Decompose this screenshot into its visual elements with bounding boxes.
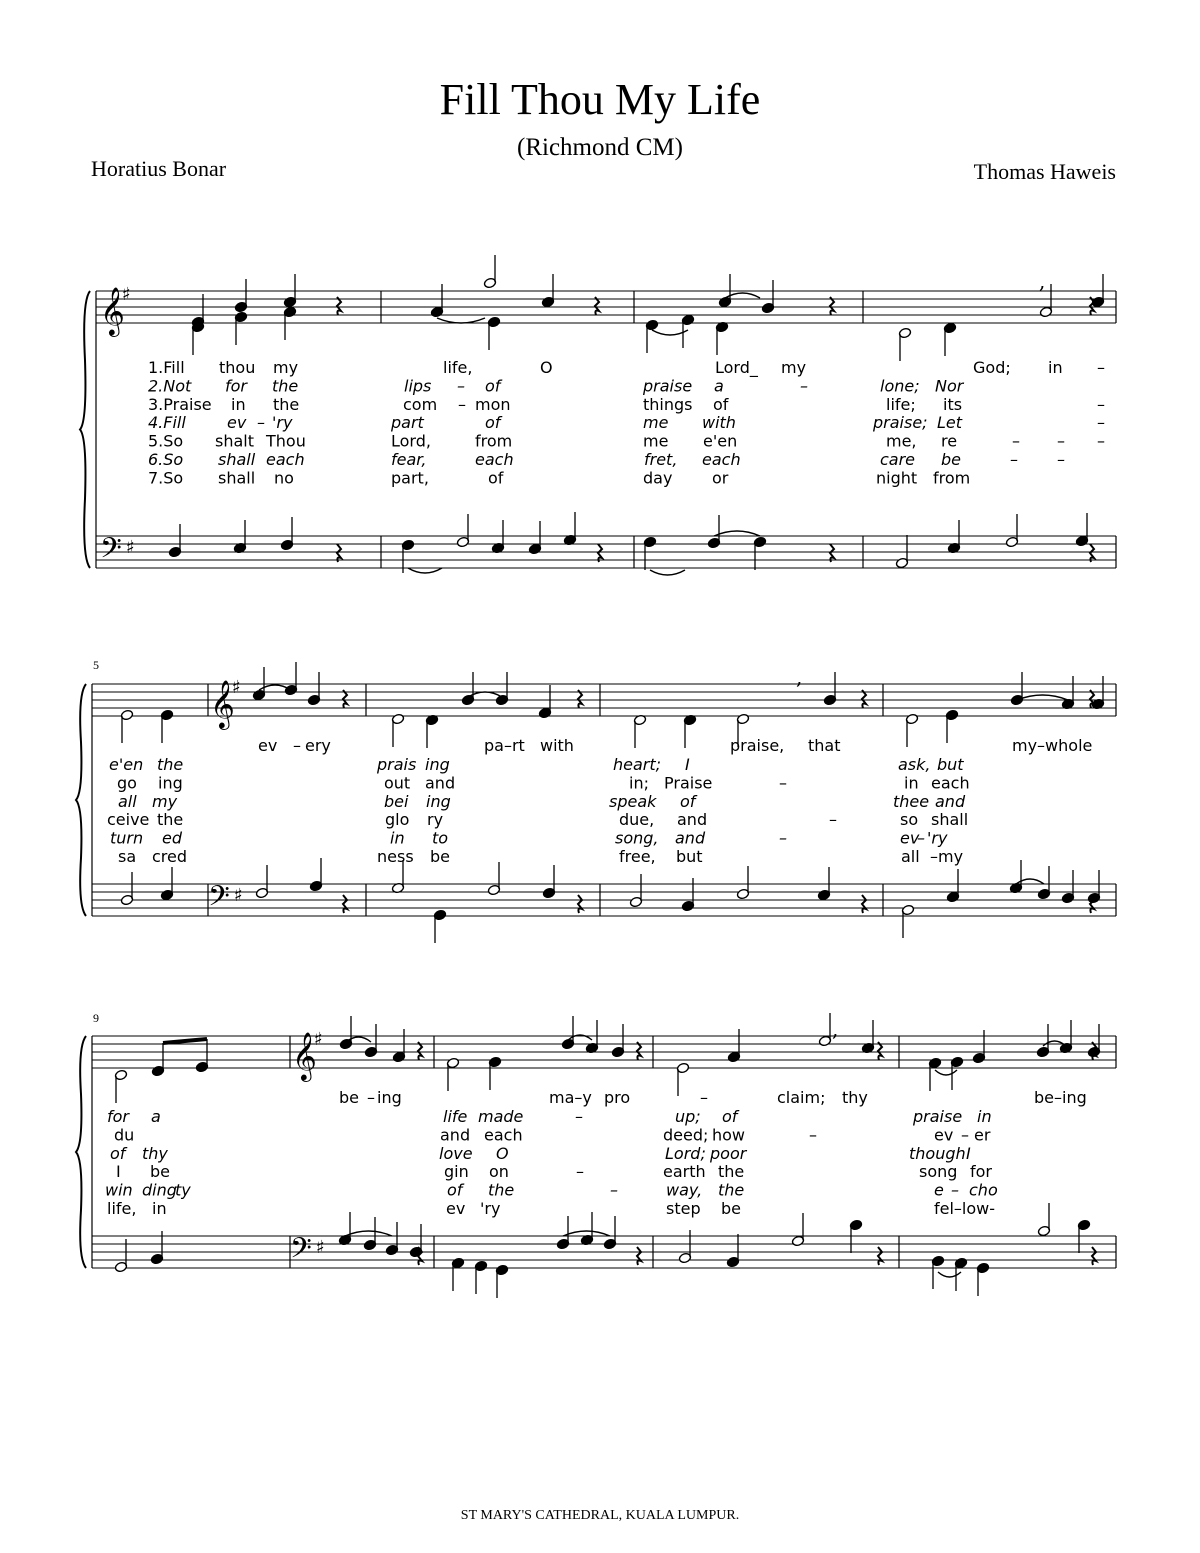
- lyric-syllable: I: [966, 1143, 971, 1163]
- lyric-syllable: in: [977, 1107, 992, 1126]
- lyric-syllable: lips: [404, 376, 432, 396]
- lyric-syllable: praise,: [730, 736, 785, 755]
- lyric-syllable: its: [943, 394, 963, 414]
- lyric-syllable: shalt: [215, 431, 254, 451]
- lyric-syllable: –: [951, 1180, 959, 1200]
- lyric-syllable: earth: [663, 1162, 706, 1182]
- lyric-syllable: 'ry: [927, 828, 948, 848]
- lyric-syllable: night: [876, 468, 918, 488]
- system-brace: [76, 1036, 86, 1268]
- lyric-syllable: of: [713, 394, 729, 414]
- lyric-syllable: pa–rt: [484, 736, 525, 755]
- lyric-syllable: –: [458, 394, 466, 414]
- lyric-syllable: life;: [886, 394, 916, 414]
- lyric-syllable: for: [970, 1162, 992, 1182]
- slur: [714, 531, 760, 536]
- lyric-syllable: each: [931, 773, 970, 793]
- lyric-syllable: ery: [305, 736, 331, 755]
- quarter-rest-icon: [578, 690, 582, 708]
- footer-credit: ST MARY'S CATHEDRAL, KUALA LUMPUR.: [460, 1508, 740, 1523]
- quarter-rest-icon: [578, 895, 582, 913]
- lyric-syllable: part,: [391, 468, 429, 488]
- lyric-syllable: ding: [142, 1180, 177, 1200]
- lyric-syllable: er: [974, 1125, 991, 1145]
- lyric-syllable: thou: [219, 358, 256, 377]
- lyric-syllable: life: [443, 1107, 468, 1126]
- lyric-syllable: O: [540, 358, 553, 377]
- lyric-syllable: me,: [886, 431, 917, 451]
- quarter-rest-icon: [830, 544, 834, 562]
- lyric-syllable: the: [157, 810, 184, 830]
- lyric-syllable: shall: [218, 450, 256, 469]
- lyric-syllable: I: [116, 1162, 121, 1182]
- quarter-rest-icon: [862, 690, 866, 708]
- quarter-rest-icon: [1092, 1247, 1096, 1265]
- breath-mark-icon: ,: [832, 1017, 839, 1041]
- lyric-syllable: but: [676, 847, 703, 866]
- lyric-syllable: so: [900, 810, 919, 830]
- lyric-syllable: lone;: [880, 376, 920, 396]
- lyric-syllable: the: [157, 755, 184, 774]
- lyric-syllable: shall: [931, 810, 969, 830]
- sharp-icon: ♯: [314, 1029, 323, 1050]
- lyric-syllable: each: [484, 1125, 523, 1145]
- quarter-rest-icon: [878, 1247, 882, 1265]
- lyric-syllable: ed: [162, 828, 182, 848]
- lyric-syllable: fel–low-: [934, 1199, 996, 1218]
- sharp-icon: ♯: [316, 1237, 325, 1258]
- lyric-syllable: Thou: [266, 431, 306, 451]
- lyric-syllable: be: [941, 450, 961, 469]
- system-number: 5: [93, 658, 99, 672]
- system-number: 9: [93, 1011, 99, 1025]
- lyric-syllable: –: [1010, 450, 1018, 469]
- lyric-syllable: e'en: [109, 755, 144, 774]
- slur: [437, 318, 485, 323]
- lyric-syllable: –: [1097, 413, 1105, 433]
- quarter-rest-icon: [418, 1042, 422, 1060]
- lyric-syllable: God;: [973, 358, 1011, 377]
- lyric-syllable: and: [440, 1125, 471, 1145]
- lyric-syllable: claim;: [777, 1088, 826, 1107]
- lyric-syllable: though: [909, 1143, 966, 1163]
- lyric-syllable: gin: [444, 1162, 469, 1182]
- quarter-rest-icon: [1090, 297, 1094, 315]
- lyric-syllable: care: [880, 450, 916, 469]
- lyric-syllable: ness: [377, 847, 414, 866]
- lyric-syllable: my: [273, 358, 299, 377]
- lyric-syllable: go: [117, 773, 137, 793]
- lyric-syllable: my: [781, 358, 807, 377]
- lyric-syllable: life,: [107, 1199, 137, 1218]
- lyric-syllable: for: [107, 1107, 129, 1126]
- lyric-syllable: –: [1057, 450, 1065, 469]
- lyric-syllable: cred: [152, 847, 188, 866]
- lyric-syllable: and: [425, 773, 456, 793]
- lyric-syllable: of: [110, 1143, 126, 1163]
- lyric-syllable: in: [1048, 358, 1063, 377]
- lyric-syllable: –: [576, 1162, 584, 1182]
- quarter-rest-icon: [343, 690, 347, 708]
- lyric-syllable: e'en: [703, 431, 738, 451]
- lyric-syllable: –: [1012, 431, 1020, 451]
- lyric-syllable: cho: [969, 1180, 998, 1200]
- lyric-syllable: –: [457, 376, 465, 396]
- quarter-rest-icon: [878, 1042, 882, 1060]
- bass-clef-icon: 𝄢: [290, 1232, 312, 1272]
- lyric-syllable: life,: [443, 358, 473, 377]
- lyric-syllable: du: [114, 1125, 135, 1145]
- lyric-syllable: step: [666, 1199, 701, 1218]
- lyric-syllable: 3.Praise: [148, 394, 212, 414]
- lyric-syllable: ing: [425, 755, 450, 774]
- lyric-syllable: be–ing: [1034, 1088, 1087, 1107]
- lyric-syllable: each: [475, 450, 514, 469]
- lyric-syllable: on: [489, 1162, 509, 1182]
- treble-clef-icon: 𝄞: [210, 679, 235, 728]
- lyric-syllable: speak: [609, 791, 657, 811]
- lyric-syllable: how: [712, 1125, 746, 1145]
- lyric-syllable: deed;: [663, 1125, 709, 1145]
- lyric-syllable: me: [643, 413, 669, 433]
- quarter-rest-icon: [637, 1247, 641, 1265]
- quarter-rest-icon: [343, 895, 347, 913]
- lyric-syllable: ing: [158, 773, 183, 793]
- lyric-syllable: praise;: [873, 413, 928, 433]
- lyric-syllable: way,: [666, 1180, 703, 1200]
- lyric-syllable: –: [809, 1125, 817, 1145]
- lyric-syllable: made: [478, 1107, 524, 1126]
- lyric-syllable: pro: [604, 1088, 631, 1107]
- lyric-syllable: and: [675, 828, 706, 848]
- lyric-syllable: e: [934, 1180, 944, 1200]
- lyric-syllable: praise: [643, 376, 693, 396]
- lyric-syllable: 6.So: [148, 450, 184, 469]
- lyric-syllable: a: [714, 376, 724, 396]
- lyric-syllable: each: [266, 450, 305, 469]
- lyric-syllable: in: [390, 828, 405, 848]
- lyric-syllable: –: [961, 1125, 969, 1145]
- lyric-syllable: the: [272, 376, 299, 396]
- lyric-syllable: to: [432, 828, 449, 848]
- lyric-syllable: –: [779, 828, 787, 848]
- lyric-syllable: out: [384, 773, 411, 793]
- lyric-syllable: re: [941, 431, 958, 451]
- lyric-syllable: poor: [710, 1143, 747, 1163]
- lyric-syllable: the: [273, 394, 300, 414]
- slur: [1017, 695, 1068, 700]
- lyric-syllable: the: [718, 1162, 745, 1182]
- sharp-icon: ♯: [232, 677, 241, 698]
- lyric-syllable: 'ry: [480, 1199, 501, 1218]
- lyric-syllable: the: [718, 1180, 745, 1200]
- lyricist-credit: Horatius Bonar: [91, 156, 227, 181]
- lyric-syllable: me: [643, 431, 669, 451]
- lyric-syllable: ev: [446, 1199, 466, 1218]
- sharp-icon: ♯: [122, 284, 131, 305]
- treble-clef-icon: 𝄞: [100, 286, 125, 335]
- lyric-syllable: –: [367, 1088, 375, 1107]
- sharp-icon: ♯: [234, 885, 243, 906]
- lyric-syllable: ty: [175, 1180, 191, 1200]
- lyric-syllable: thee: [893, 791, 930, 811]
- lyric-syllable: Let: [937, 413, 963, 433]
- lyric-syllable: –: [917, 828, 925, 848]
- lyric-syllable: mon: [475, 394, 511, 414]
- lyric-syllable: –: [700, 1088, 708, 1107]
- lyric-syllable: be: [339, 1088, 359, 1107]
- lyric-syllable: of: [485, 376, 501, 396]
- lyric-syllable: win: [105, 1180, 133, 1200]
- lyric-syllable: for: [225, 376, 247, 396]
- slur: [345, 1231, 392, 1236]
- lyric-syllable: be: [721, 1199, 741, 1218]
- lyric-syllable: Praise: [664, 773, 713, 793]
- lyric-syllable: turn: [110, 828, 144, 848]
- lyric-syllable: ev: [934, 1125, 954, 1145]
- lyric-syllable: each: [702, 450, 741, 469]
- lyric-syllable: 7.So: [148, 468, 184, 488]
- lyric-syllable: things: [643, 394, 693, 414]
- lyric-syllable: song,: [615, 828, 659, 848]
- lyric-syllable: all: [118, 791, 137, 811]
- lyric-syllable: free,: [619, 847, 656, 866]
- lyric-syllable: my: [152, 791, 178, 811]
- lyric-syllable: thy: [842, 1088, 868, 1107]
- quarter-rest-icon: [337, 544, 341, 562]
- lyric-syllable: –: [575, 1107, 583, 1126]
- quarter-rest-icon: [1090, 544, 1094, 562]
- lyric-syllable: –: [1097, 431, 1105, 451]
- lyric-syllable: –my: [930, 847, 964, 866]
- lyric-syllable: due,: [619, 810, 655, 830]
- hymn-title: Fill Thou My Life: [439, 75, 761, 124]
- lyric-syllable: ev: [900, 828, 920, 848]
- lyric-syllable: ma–y: [549, 1088, 592, 1107]
- lyric-syllable: prais: [377, 755, 417, 774]
- lyric-syllable: in: [152, 1199, 167, 1218]
- lyric-syllable: fret,: [644, 450, 678, 469]
- lyric-syllable: that: [808, 736, 841, 755]
- slur: [935, 1070, 957, 1075]
- lyric-syllable: –: [800, 376, 808, 396]
- lyric-syllable: 2.Not: [148, 376, 192, 396]
- quarter-rest-icon: [830, 297, 834, 315]
- lyric-syllable: from: [933, 468, 971, 488]
- quarter-rest-icon: [337, 297, 341, 315]
- lyric-syllable: be: [150, 1162, 170, 1182]
- bass-clef-icon: 𝄢: [208, 880, 230, 920]
- lyric-syllable: and: [935, 791, 966, 811]
- lyric-syllable: bei: [384, 791, 409, 811]
- slur: [408, 568, 442, 573]
- lyric-syllable: praise: [913, 1107, 963, 1126]
- lyric-syllable: ry: [427, 810, 444, 830]
- quarter-rest-icon: [595, 297, 599, 315]
- lyric-syllable: thy: [142, 1143, 168, 1163]
- lyric-syllable: Lord;: [665, 1143, 706, 1163]
- lyric-syllable: of: [488, 468, 504, 488]
- lyric-syllable: heart;: [613, 755, 662, 774]
- lyric-syllable: sa: [118, 847, 137, 866]
- lyric-syllable: in;: [629, 773, 649, 793]
- lyric-syllable: up;: [675, 1107, 701, 1126]
- lyric-syllable: with: [702, 413, 736, 433]
- lyric-syllable: my–whole: [1012, 736, 1093, 755]
- quarter-rest-icon: [637, 1042, 641, 1060]
- lyric-syllable: glo: [385, 810, 410, 830]
- lyric-syllable: in: [231, 394, 246, 414]
- lyric-syllable: –: [779, 773, 787, 793]
- lyric-syllable: a: [151, 1107, 161, 1126]
- lyric-syllable: –: [1097, 394, 1105, 414]
- sharp-icon: ♯: [126, 537, 135, 558]
- lyric-syllable: –: [293, 736, 301, 755]
- lyric-syllable: of: [447, 1180, 463, 1200]
- lyric-syllable: of: [722, 1107, 738, 1126]
- lyric-syllable: in: [904, 773, 919, 793]
- lyric-syllable: ing: [377, 1088, 402, 1107]
- lyric-syllable: of: [680, 791, 696, 811]
- lyric-syllable: love: [439, 1143, 473, 1163]
- bass-clef-icon: 𝄢: [100, 532, 122, 572]
- lyric-syllable: 1.Fill: [148, 358, 185, 377]
- lyric-syllable: ing: [426, 791, 451, 811]
- composer-credit: Thomas Haweis: [973, 159, 1116, 184]
- slur: [650, 570, 685, 575]
- lyric-syllable: with: [540, 736, 574, 755]
- lyric-syllable: fear,: [391, 450, 427, 469]
- lyric-syllable: 5.So: [148, 431, 184, 451]
- lyric-syllable: –: [1097, 358, 1105, 377]
- lyric-syllable: com: [403, 394, 438, 414]
- lyric-syllable: 'ry: [272, 413, 293, 433]
- lyric-syllable: –: [1057, 431, 1065, 451]
- lyric-syllable: –: [257, 413, 265, 433]
- lyric-syllable: ceive: [107, 810, 150, 830]
- lyric-syllable: day: [643, 468, 673, 488]
- lyric-syllable: Nor: [935, 376, 964, 396]
- beam: [163, 1039, 207, 1043]
- lyric-syllable: ev: [258, 736, 278, 755]
- lyric-syllable: but: [937, 755, 964, 774]
- lyric-syllable: be: [430, 847, 450, 866]
- lyric-syllable: –: [610, 1180, 618, 1200]
- quarter-rest-icon: [862, 895, 866, 913]
- lyric-syllable: 4.Fill: [148, 413, 186, 433]
- lyric-syllable: –: [829, 810, 837, 830]
- slur: [938, 1272, 961, 1277]
- slur: [1016, 879, 1044, 884]
- lyric-syllable: Lord_: [715, 358, 758, 377]
- lyric-syllable: and: [677, 810, 708, 830]
- lyric-syllable: song: [919, 1162, 958, 1182]
- system-brace: [76, 684, 86, 916]
- lyric-syllable: of: [485, 413, 501, 433]
- system-brace: [80, 291, 90, 568]
- lyric-syllable: part: [391, 413, 424, 433]
- quarter-rest-icon: [598, 544, 602, 562]
- lyric-syllable: all: [901, 847, 920, 866]
- breath-mark-icon: ,: [796, 665, 803, 689]
- treble-clef-icon: 𝄞: [292, 1031, 317, 1080]
- lyric-syllable: or: [712, 468, 729, 488]
- lyric-syllable: no: [274, 468, 294, 488]
- lyric-syllable: ev: [227, 413, 247, 433]
- lyric-syllable: from: [475, 431, 513, 451]
- lyric-syllable: ask,: [898, 755, 931, 774]
- lyric-syllable: the: [488, 1180, 515, 1200]
- lyric-syllable: shall: [218, 468, 256, 488]
- lyric-syllable: Lord,: [391, 431, 431, 451]
- breath-mark-icon: ,: [1039, 269, 1046, 293]
- lyric-syllable: I: [685, 755, 690, 774]
- tune-subtitle: (Richmond CM): [517, 134, 683, 161]
- lyric-syllable: O: [496, 1143, 509, 1163]
